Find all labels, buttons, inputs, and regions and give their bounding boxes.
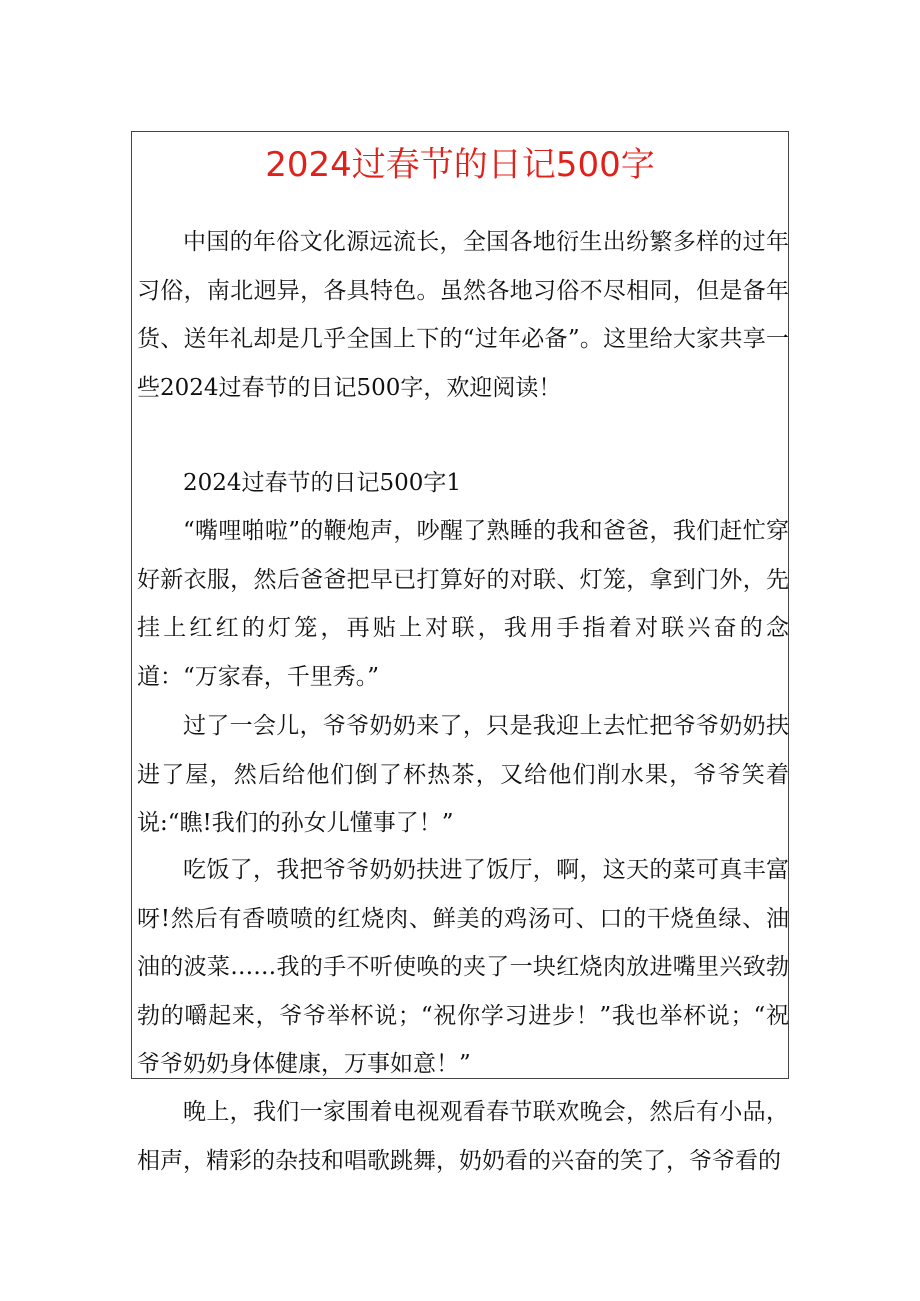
document-title: 2024过春节的日记500字 <box>265 145 655 185</box>
body-paragraph-4: 晚上，我们一家围着电视观看春节联欢晚会，然后有小品，相声，精彩的杂技和唱歌跳舞，奶奶看的兴奋的笑了，爷爷看的 <box>137 1099 789 1174</box>
body-paragraph-1: “嘴哩啪啦”的鞭炮声，吵醒了熟睡的我和爸爸，我们赶忙穿好新衣服，然后爸爸把早已打算好的对联、灯笼，拿到门外，先挂上红红的灯笼，再贴上对联，我用手指着对联兴奋的念道：“万家春，千里秀。” <box>137 518 789 690</box>
section-heading: 2024过春节的日记500字1 <box>183 470 462 496</box>
body-paragraph-2: 过了一会儿，爷爷奶奶来了，只是我迎上去忙把爷爷奶奶扶进了屋，然后给他们倒了杯热茶，又给他们削水果，爷爷笑着说:“瞧!我们的孙女儿懂事了！” <box>137 713 789 836</box>
body-paragraph-3: 吃饭了，我把爷爷奶奶扶进了饭厅，啊，这天的菜可真丰富呀!然后有香喷喷的红烧肉、鲜美的鸡汤可、口的干烧鱼绿、油油的波菜……我的手不听使唤的夹了一块红烧肉放进嘴里兴致勃勃的嚼起来，爷爷举杯说；“祝你学习进步！”我也举杯说；“祝爷爷奶奶身体健康，万事如意！” <box>137 857 789 1077</box>
intro-paragraph: 中国的年俗文化源远流长，全国各地衍生出纷繁多样的过年习俗，南北迥异，各具特色。虽然各地习俗不尽相同，但是备年货、送年礼却是几乎全国上下的“过年必备”。这里给大家共享一些2024过春节的日记500字，欢迎阅读！ <box>137 229 789 401</box>
